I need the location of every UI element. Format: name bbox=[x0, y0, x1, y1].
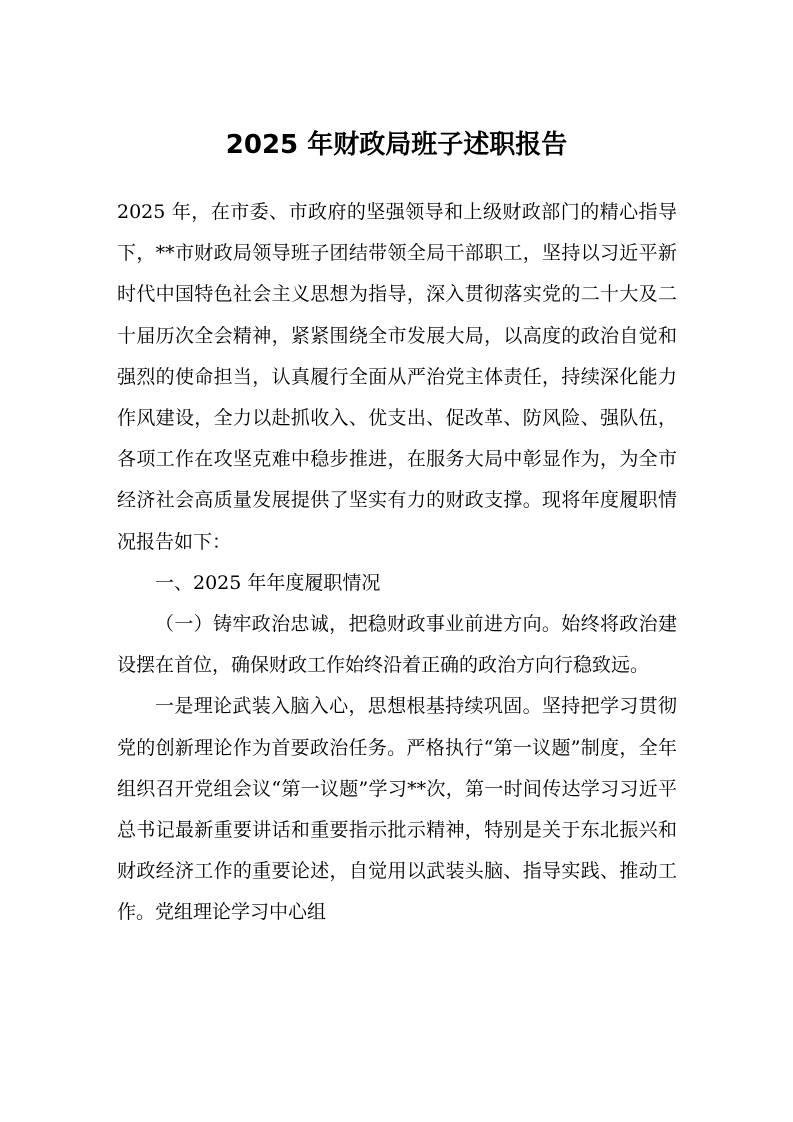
document-body bbox=[117, 192, 677, 934]
document-title: 2025 年财政局班子述职报告 bbox=[225, 130, 568, 160]
intro-paragraph: 2025 年，在市委、市政府的坚强领导和上级财政部门的精心指导下，**市财政局领导班子团结带领全局干部职工，坚持以习近平新时代中国特色社会主义思想为指导，深入贯彻落实党的二十大及二十届历次全会精神，紧紧围绕全市发展大局，以高度的政治自觉和强烈的使命担当，认真履行全面从严治党主体责任，持续深化能力作风建设，全力以赴抓收入、优支出、促改革、防风险、强队伍，各项工作在攻坚克难中稳步推进，在服务大局中彰显作为，为全市经济社会高质量发展提供了坚实有力的财政支撑。现将年度履职情况报告如下： bbox=[117, 201, 677, 553]
subsection-paragraph: （一）铸牢政治忠诚，把稳财政事业前进方向。始终将政治建设摆在首位，确保财政工作始终沿着正确的政治方向行稳致远。 bbox=[117, 613, 677, 677]
section-heading: 一、2025 年年度履职情况 bbox=[155, 571, 381, 594]
point-one-paragraph: 一是理论武装入脑入心，思想根基持续巩固。坚持把学习贯彻党的创新理论作为首要政治任务。严格执行“第一议题”制度，全年组织召开党组会议“第一议题”学习**次，第一时间传达学习习近平总书记最新重要讲话和重要指示批示精神，特别是关于东北振兴和财政经济工作的重要论述，自觉用以武装头脑、指导实践、推动工作。党组理论学习中心组 bbox=[117, 695, 677, 924]
